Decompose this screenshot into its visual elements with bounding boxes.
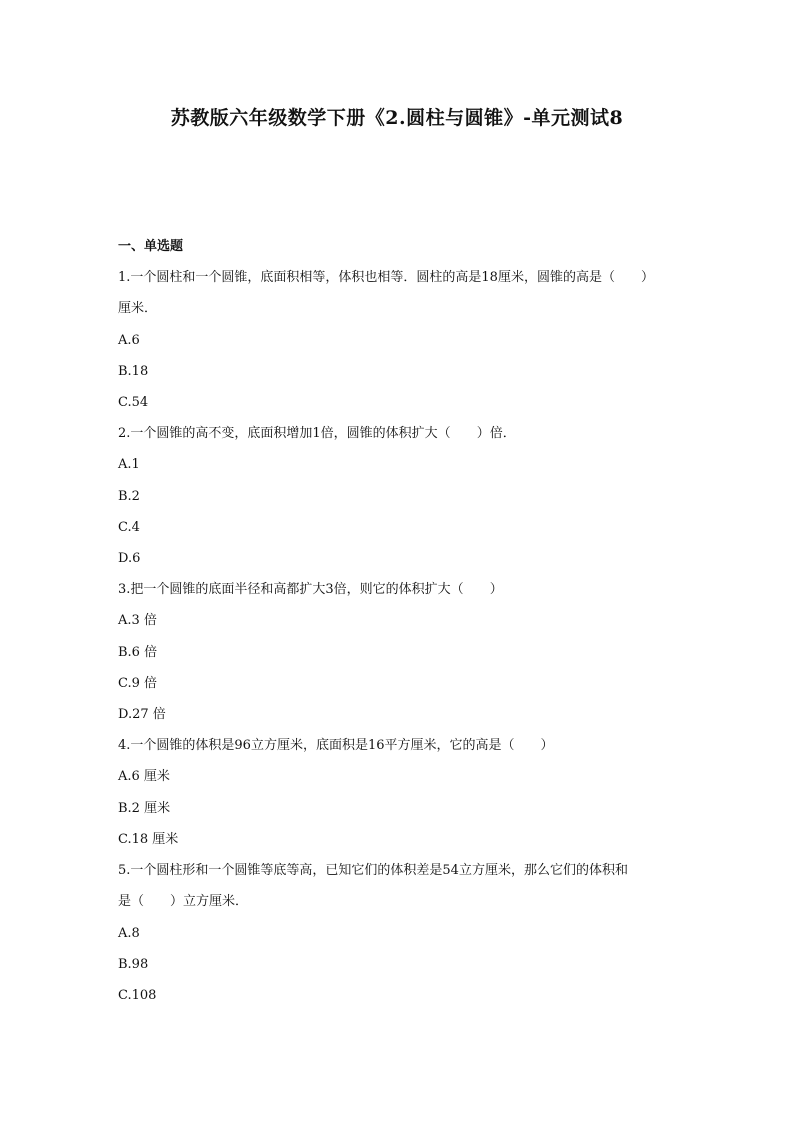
question-3-option-a: A.3 倍 bbox=[118, 613, 157, 628]
question-2-option-a: A.1 bbox=[118, 457, 140, 472]
question-5-option-a: A.8 bbox=[118, 926, 140, 941]
question-3-stem-text: 3.把一个圆锥的底面半径和高都扩大3倍，则它的体积扩大（ bbox=[118, 582, 464, 597]
question-3-option-b: B.6 倍 bbox=[118, 645, 158, 660]
question-2-option-d: D.6 bbox=[118, 551, 141, 566]
question-1-stem-line2: 厘米． bbox=[118, 301, 158, 316]
question-3-stem-close: ） bbox=[489, 582, 503, 597]
question-3-option-c: C.9 倍 bbox=[118, 676, 158, 691]
question-2-stem-text: 2.一个圆锥的高不变，底面积增加1倍，圆锥的体积扩大（ bbox=[118, 426, 451, 441]
question-1-option-b: B.18 bbox=[118, 364, 149, 379]
question-4-option-a: A.6 厘米 bbox=[118, 769, 170, 784]
section-heading: 一、单选题 bbox=[118, 239, 184, 254]
question-4-stem bbox=[118, 736, 554, 756]
question-4-stem-text: 4.一个圆锥的体积是96立方厘米，底面积是16平方厘米，它的高是（ bbox=[118, 738, 515, 753]
question-3-stem bbox=[118, 580, 503, 600]
question-1-stem-line1 bbox=[118, 268, 654, 288]
question-4-option-c: C.18 厘米 bbox=[118, 832, 179, 847]
question-1-stem-text: 1.一个圆柱和一个圆锥，底面积相等，体积也相等．圆柱的高是18厘米，圆锥的高是（ bbox=[118, 270, 615, 285]
question-5-stem-line2 bbox=[118, 892, 248, 912]
question-5-stem-text: 是（ bbox=[118, 894, 145, 909]
question-2-option-b: B.2 bbox=[118, 489, 140, 504]
question-1-option-c: C.54 bbox=[118, 395, 149, 410]
question-5-option-b: B.98 bbox=[118, 957, 149, 972]
question-1-option-a: A.6 bbox=[118, 333, 140, 348]
question-5-stem-line1: 5.一个圆柱形和一个圆锥等底等高，已知它们的体积差是54立方厘米，那么它们的体积和 bbox=[118, 863, 628, 878]
question-3-option-d: D.27 倍 bbox=[118, 707, 166, 722]
question-4-option-b: B.2 厘米 bbox=[118, 801, 171, 816]
question-4-stem-close: ） bbox=[540, 738, 554, 753]
question-1-stem-close: ） bbox=[640, 270, 654, 285]
document-title: 苏教版六年级数学下册《2.圆柱与圆锥》-单元测试8 bbox=[170, 107, 624, 129]
question-2-option-c: C.4 bbox=[118, 520, 140, 535]
question-5-option-c: C.108 bbox=[118, 988, 157, 1003]
question-2-stem bbox=[118, 424, 516, 444]
question-5-stem-close: ）立方厘米． bbox=[170, 894, 249, 909]
question-2-stem-close: ）倍． bbox=[476, 426, 516, 441]
